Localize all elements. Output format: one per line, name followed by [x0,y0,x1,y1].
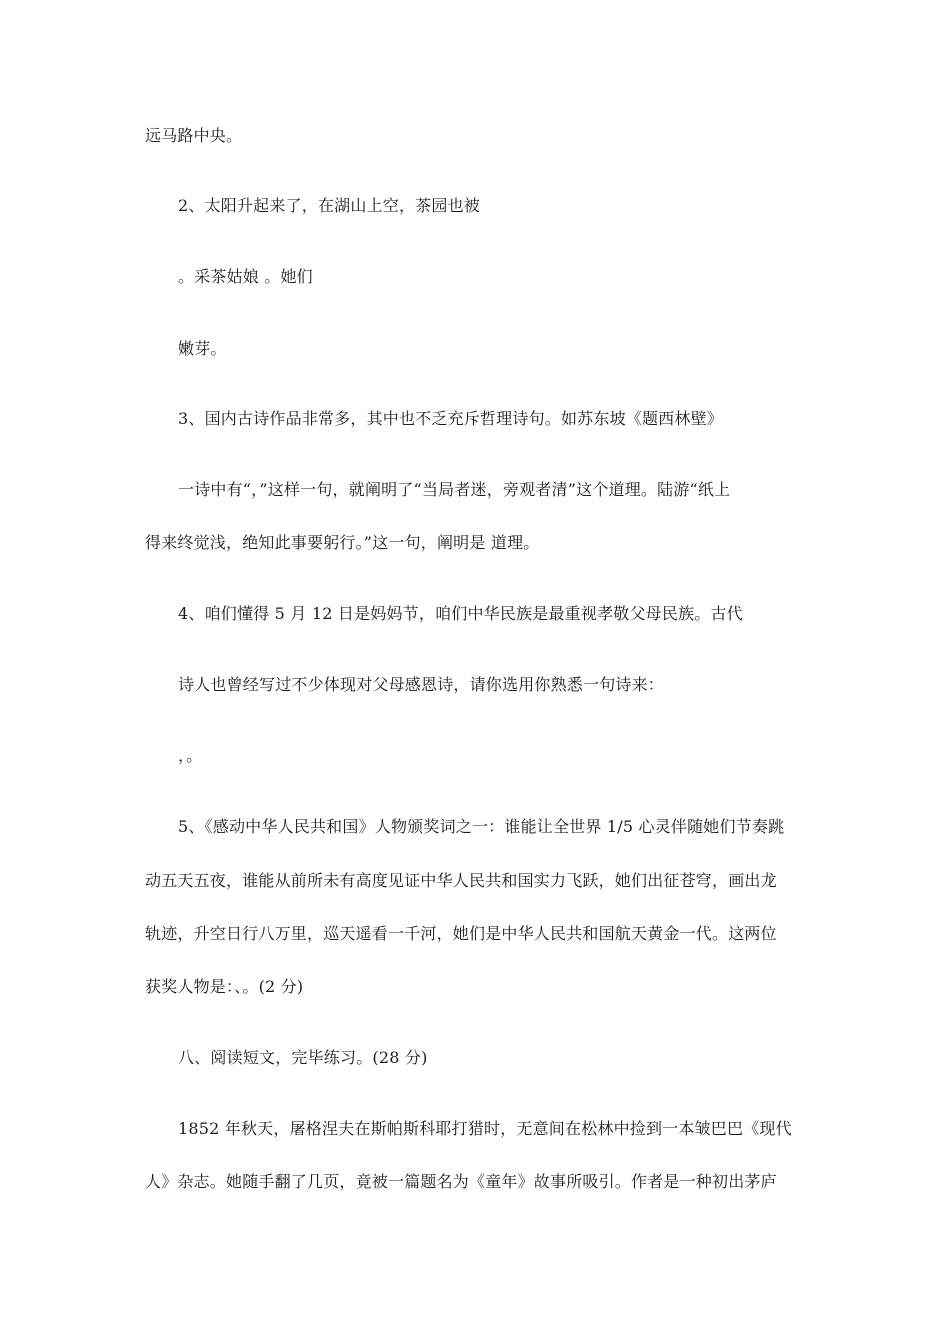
text-line: 。采茶姑娘 。她们 [178,267,313,286]
text-line: ，。 [178,746,203,765]
passage-line: 1852 年秋天，屠格涅夫在斯帕斯科耶打猎时，无意间在松林中捡到一本皱巴巴《现代 [178,1119,792,1138]
text-line: 嫩芽。 [178,339,227,358]
text-line: 一诗中有“，”这样一句，就阐明了“当局者迷，旁观者清”这个道理。陆游“纸上 [178,480,731,499]
question-5-line: 5、《感动中华人民共和国》人物颁奖词之一：谁能让全世界 1/5 心灵伴随她们节奏跳 [178,817,785,836]
text-line: 动五天五夜，谁能从前所未有高度见证中华人民共和国实力飞跃，她们出征苍穹，画出龙 [145,871,777,890]
text-line: 获奖人物是：、。(2 分) [145,977,304,996]
question-3-line: 3、国内古诗作品非常多，其中也不乏充斥哲理诗句。如苏东坡《题西林壁》 [178,409,723,428]
question-4-line: 4、咱们懂得 5 月 12 日是妈妈节，咱们中华民族是最重视孝敬父母民族。古代 [178,604,743,623]
text-line: 远马路中央。 [145,126,243,145]
passage-line: 人》杂志。她随手翻了几页，竟被一篇题名为《童年》故事所吸引。作者是一种初出茅庐 [145,1172,777,1191]
text-line: 轨迹，升空日行八万里，巡天遥看一千河，她们是中华人民共和国航天黄金一代。这两位 [145,924,777,943]
section-heading: 八、阅读短文，完毕练习。(28 分) [178,1048,428,1067]
text-line: 得来终觉浅，绝知此事要躬行。”这一句，阐明是 道理。 [145,533,540,552]
text-line: 诗人也曾经写过不少体现对父母感恩诗，请你选用你熟悉一句诗来： [178,675,665,694]
question-2-line: 2、太阳升起来了，在湖山上空，茶园也被 [178,196,480,215]
